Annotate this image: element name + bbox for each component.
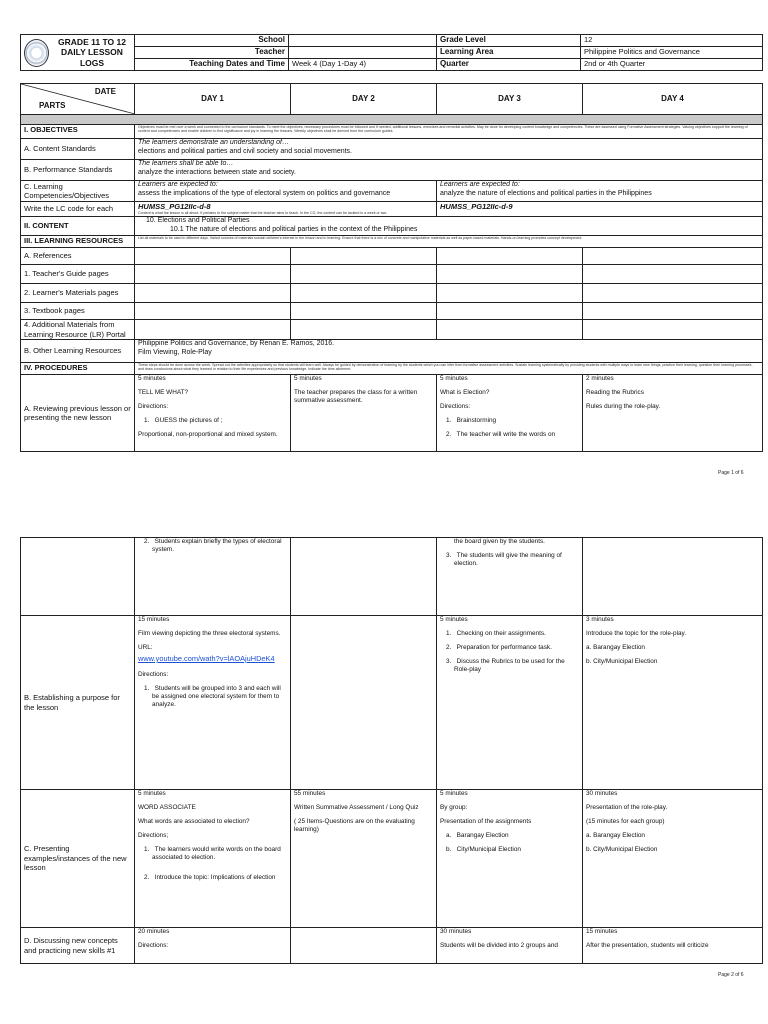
purpose-day3 (437, 616, 583, 790)
pres-d3-time: 5 minutes (440, 790, 468, 797)
cont-label (21, 538, 135, 616)
review-d1-systems: Proportional, non-proportional and mixed system. (138, 431, 278, 438)
cont-d1-num: 2. (144, 538, 150, 545)
pres-d3-b (440, 846, 579, 854)
pres-d1-item2-text: Introduce the topic: Implications of election (154, 874, 276, 881)
review-day1 (135, 375, 291, 452)
purpose-d3-item2-text: Preparation for performance task. (456, 644, 552, 651)
grade-value: 12 (581, 35, 763, 47)
review-d3-item2 (440, 431, 579, 439)
review-d3-num1: 1. (446, 417, 452, 424)
parts-label: PARTS (39, 101, 66, 110)
purpose-d3-num1: 1. (446, 630, 452, 637)
purpose-d1-item-text: Students will be grouped into 3 and each will be assigned one electoral system for them to analyze. (152, 685, 281, 709)
lc-code-d1: HUMSS_PG12IIc-d-8 (138, 202, 211, 211)
lm-d4 (583, 284, 763, 303)
tg-d3 (437, 265, 583, 284)
lr-d3 (437, 320, 583, 340)
references-label: A. References (21, 248, 135, 265)
performance-standards-text: analyze the interactions between state and society. (138, 168, 296, 176)
pres-d1-item2 (138, 874, 287, 882)
discussing-day3 (437, 928, 583, 964)
quarter-label: Quarter (437, 59, 581, 71)
disc-d3-text: Students will be divided into 2 groups and (440, 942, 558, 949)
content-heading: II. CONTENT (21, 217, 135, 236)
review-label: A. Reviewing previous lesson or presenting the new lesson (21, 375, 135, 452)
review-d4-text1: Reading the Rubrics (586, 389, 644, 396)
tg-label: 1. Teacher's Guide pages (21, 265, 135, 284)
pres-d4-note: (15 minutes for each group) (586, 818, 665, 825)
purpose-d3-item3-text: Discuss the Rubrics to be used for the Role-play (454, 658, 565, 673)
review-d4-time: 2 minutes (586, 375, 614, 382)
review-d3-num2: 2. (446, 431, 452, 438)
ref-d2 (291, 248, 437, 265)
ref-d3 (437, 248, 583, 265)
discussing-day4 (583, 928, 763, 964)
pres-d1-time: 5 minutes (138, 790, 166, 797)
teacher-label: Teacher (135, 47, 289, 59)
review-d1-directions: Directions: (138, 403, 169, 410)
disc-d1-time: 20 minutes (138, 928, 170, 935)
review-d1-title: TELL ME WHAT? (138, 389, 189, 396)
purpose-d4-b: b. City/Municipal Election (586, 658, 658, 665)
cont-d3-text2: The students will give the meaning of election. (454, 552, 562, 567)
tb-d1 (135, 303, 291, 320)
cont-d3-text1: the board given by the students. (454, 538, 545, 545)
ref-d4 (583, 248, 763, 265)
day2-header: DAY 2 (291, 84, 437, 115)
pres-d3-presentation: Presentation of the assignments (440, 818, 532, 825)
discussing-label: D. Discussing new concepts and practicing new skills #1 (21, 928, 135, 964)
purpose-d1-url-link[interactable]: www.youtube.com/wath?v=lAOAjuHDeK4 (138, 654, 275, 663)
content-cell (135, 217, 763, 236)
performance-standards-label: B. Performance Standards (21, 160, 135, 181)
ref-d1 (135, 248, 291, 265)
tb-d3 (437, 303, 583, 320)
competencies-d3-intro: Learners are expected to: (440, 181, 520, 188)
tg-d2 (291, 265, 437, 284)
header-table (20, 34, 763, 71)
review-d1-item (138, 417, 287, 425)
logo-line1: GRADE 11 TO 12 (58, 36, 126, 47)
day3-header: DAY 3 (437, 84, 583, 115)
date-parts-cell (21, 84, 135, 115)
review-d1-time: 5 minutes (138, 375, 166, 382)
cont-day1 (135, 538, 291, 616)
pres-d3-b-text: City/Municipal Election (456, 846, 521, 853)
pres-d3-a (440, 832, 579, 840)
review-d3-item1-text: Brainstorming (456, 417, 497, 424)
purpose-d4-intro: Introduce the topic for the role-play. (586, 630, 687, 637)
competencies-d1-text: assess the implications of the type of electoral system on politics and governance (138, 189, 391, 197)
page-1 (20, 34, 762, 452)
competencies-d3-text: analyze the nature of elections and political parties in the Philippines (440, 189, 652, 197)
pres-d2-items: ( 25 Items-Questions are on the evaluating learning) (294, 818, 415, 833)
lm-d3 (437, 284, 583, 303)
cont-d1-text: Students explain briefly the types of electoral system. (152, 538, 282, 553)
review-d3-item1 (440, 417, 579, 425)
gray-band (21, 115, 763, 125)
lr-d1 (135, 320, 291, 340)
pres-d1-title: WORD ASSOCIATE (138, 804, 196, 811)
content-standards-intro: The learners demonstrate an understanding of… (138, 139, 289, 146)
review-d3-directions: Directions: (440, 403, 471, 410)
purpose-d4-a: a. Barangay Election (586, 644, 645, 651)
procedures-note: These steps should be done across the week. Spread out the activities appropriately so that students will learn well. Always be guided by demonstration of learning by the students which you can infer from formative assessment activities. Sustain learning systematically by providing students with multiple ways to learn new things, practice their learning, question their learning processes, and draw conclusions about what they learned in relation to their life experiences and previous knowledge. Indicate the time allotment. (135, 363, 763, 375)
pres-d1-num1: 1. (144, 846, 150, 853)
objectives-note: Objectives must be met over a week and connected to the curriculum standards. To meet the objectives, necessary procedures must be followed and if needed, additional lessons, exercises and remedial activities. May be done for developing content knowledge and competencies. These are assessed using Formative Assessment strategies. Valuing objectives support the learning of content and competencies and enable children to find significance and joy in learning the lessons. Weekly objectives shall be derived from the curriculum guides. (135, 125, 763, 139)
purpose-day1 (135, 616, 291, 790)
page-2 (20, 537, 762, 964)
quarter-value: 2nd or 4th Quarter (581, 59, 763, 71)
pres-d1-item1-text: The learners would write words on the board associated to election. (152, 846, 281, 861)
content-standards-text: elections and political parties and civil society and social movements. (138, 147, 352, 155)
logo-line2: DAILY LESSON LOGS (61, 47, 123, 68)
review-day4 (583, 375, 763, 452)
tb-d2 (291, 303, 437, 320)
review-d1-num: 1. (144, 417, 150, 424)
review-d3-item2-text: The teacher will write the words on (456, 431, 556, 438)
competencies-day1-2 (135, 181, 437, 202)
discussing-day1 (135, 928, 291, 964)
purpose-d1-num: 1. (144, 685, 150, 693)
purpose-d3-time: 5 minutes (440, 616, 468, 623)
lm-label: 2. Learner's Materials pages (21, 284, 135, 303)
purpose-d3-item1 (440, 630, 579, 638)
content-standards-label: A. Content Standards (21, 139, 135, 160)
lm-d2 (291, 284, 437, 303)
performance-standards-cell (135, 160, 763, 181)
pres-d1-item1 (138, 846, 287, 862)
purpose-d3-item1-text: Checking on their assignments. (456, 630, 546, 637)
lesson-table (20, 83, 763, 452)
cont-d1-item (138, 538, 287, 554)
pres-d3-letter-b: b. (446, 846, 452, 853)
purpose-d1-item (138, 685, 287, 709)
pres-d1-directions: Directions; (138, 832, 169, 839)
review-d2-text: The teacher prepares the class for a written summative assessment. (294, 389, 418, 404)
grade-label: Grade Level (437, 35, 581, 47)
pres-d4-time: 30 minutes (586, 790, 618, 797)
cont-day3 (437, 538, 583, 616)
area-label: Learning Area (437, 47, 581, 59)
competencies-day3-4 (437, 181, 763, 202)
purpose-d3-item2 (440, 644, 579, 652)
review-d3-title: What is Election? (440, 389, 490, 396)
pres-d3-a-text: Barangay Election (456, 832, 509, 839)
purpose-d4-time: 3 minutes (586, 616, 614, 623)
area-value: Philippine Politics and Governance (581, 47, 763, 59)
presenting-day1 (135, 790, 291, 928)
pres-d1-num2: 2. (144, 874, 150, 881)
school-label: School (135, 35, 289, 47)
tg-d4 (583, 265, 763, 284)
pres-d4-title: Presentation of the role-play. (586, 804, 668, 811)
day4-header: DAY 4 (583, 84, 763, 115)
pres-d1-question: What words are associated to election? (138, 818, 250, 825)
pres-d4-b: b. City/Municipal Election (586, 846, 658, 853)
review-day3 (437, 375, 583, 452)
day1-header: DAY 1 (135, 84, 291, 115)
other-resources-label: B. Other Learning Resources (21, 340, 135, 363)
purpose-d3-item3 (440, 658, 579, 674)
review-d4-text2: Rules during the role-play. (586, 403, 661, 410)
date-label: DATE (94, 87, 116, 96)
other-resources-book: Philippine Politics and Governance, by Renan E. Ramos, 2016. (138, 340, 335, 347)
lesson-table-continued (20, 537, 763, 964)
other-resources-cell (135, 340, 763, 363)
competencies-label: C. Learning Competencies/Objectives (21, 181, 135, 202)
page-2-footer: Page 2 of 6 (718, 972, 744, 978)
review-d2-time: 5 minutes (294, 375, 322, 382)
disc-d4-time: 15 minutes (586, 928, 618, 935)
review-d1-item-text: GUESS the pictures of ; (154, 417, 223, 424)
tg-d1 (135, 265, 291, 284)
procedures-heading: IV. PROCEDURES (21, 363, 135, 375)
content-topic: 10. Elections and Political Parties (146, 217, 250, 224)
presenting-label: C. Presenting examples/instances of the new lesson (21, 790, 135, 928)
cont-day2 (291, 538, 437, 616)
purpose-day4 (583, 616, 763, 790)
purpose-d1-time: 15 minutes (138, 616, 170, 623)
purpose-d3-num2: 2. (446, 644, 452, 651)
content-standards-cell (135, 139, 763, 160)
content-subtopic: 10.1 The nature of elections and political parties in the context of the Philippines (170, 225, 418, 233)
teacher-value (289, 47, 437, 59)
pres-d2-time: 55 minutes (294, 790, 326, 797)
presenting-day3 (437, 790, 583, 928)
purpose-d1-directions: Directions: (138, 671, 169, 679)
disc-d1-directions: Directions: (138, 942, 169, 949)
presenting-day2 (291, 790, 437, 928)
objectives-heading: I. OBJECTIVES (21, 125, 135, 139)
purpose-d1-url-label: URL: (138, 644, 153, 651)
presenting-day4 (583, 790, 763, 928)
lm-d1 (135, 284, 291, 303)
review-d3-time: 5 minutes (440, 375, 468, 382)
lc-code-day1-2 (135, 202, 437, 217)
pres-d3-letter-a: a. (446, 832, 452, 839)
logo-cell (21, 35, 135, 71)
pres-d2-title: Written Summative Assessment / Long Quiz (294, 804, 419, 811)
purpose-day2 (291, 616, 437, 790)
tb-label: 3. Textbook pages (21, 303, 135, 320)
resources-heading: III. LEARNING RESOURCES (21, 236, 135, 248)
school-value (289, 35, 437, 47)
purpose-d1-film: Film viewing depicting the three electoral systems. (138, 630, 281, 637)
discussing-day2 (291, 928, 437, 964)
cont-d3-item (440, 552, 579, 568)
review-day2 (291, 375, 437, 452)
lc-note: Content is what the lesson is all about. It pertains to the subject matter that the teacher aims to teach. In the CG, the content can be tackled in a week or two. (138, 211, 388, 216)
cont-d3-num: 3. (446, 552, 452, 559)
page-1-footer: Page 1 of 6 (718, 470, 744, 476)
pres-d3-group: By group: (440, 804, 468, 811)
dates-label: Teaching Dates and Time (135, 59, 289, 71)
lc-code-day3-4 (437, 202, 763, 217)
lr-d4 (583, 320, 763, 340)
performance-standards-intro: The learners shall be able to… (138, 160, 234, 167)
disc-d4-text: After the presentation, students will criticize (586, 942, 709, 949)
lc-code-d3: HUMSS_PG12IIc-d-9 (440, 202, 513, 211)
purpose-d3-num3: 3. (446, 658, 452, 665)
lr-d2 (291, 320, 437, 340)
tb-d4 (583, 303, 763, 320)
resources-note: List all materials to be used in different days. Varied sources of materials sustain children's interest in the lesson and in learning. Ensure that there is a mix of concrete and manipulative materials as well as paper-based materials. Hands-on learning promotes concept development. (135, 236, 763, 248)
cont-day4 (583, 538, 763, 616)
competencies-d1-intro: Learners are expected to: (138, 181, 218, 188)
dates-value: Week 4 (Day 1-Day 4) (289, 59, 437, 71)
purpose-label: B. Establishing a purpose for the lesson (21, 616, 135, 790)
lr-portal-label: 4. Additional Materials from Learning Resource (LR) Portal (21, 320, 135, 340)
deped-seal-icon (24, 39, 49, 67)
other-resources-activities: Film Viewing, Role-Play (138, 348, 212, 356)
pres-d4-a: a. Barangay Election (586, 832, 645, 839)
lc-code-label: Write the LC code for each (21, 202, 135, 217)
disc-d3-time: 30 minutes (440, 928, 472, 935)
